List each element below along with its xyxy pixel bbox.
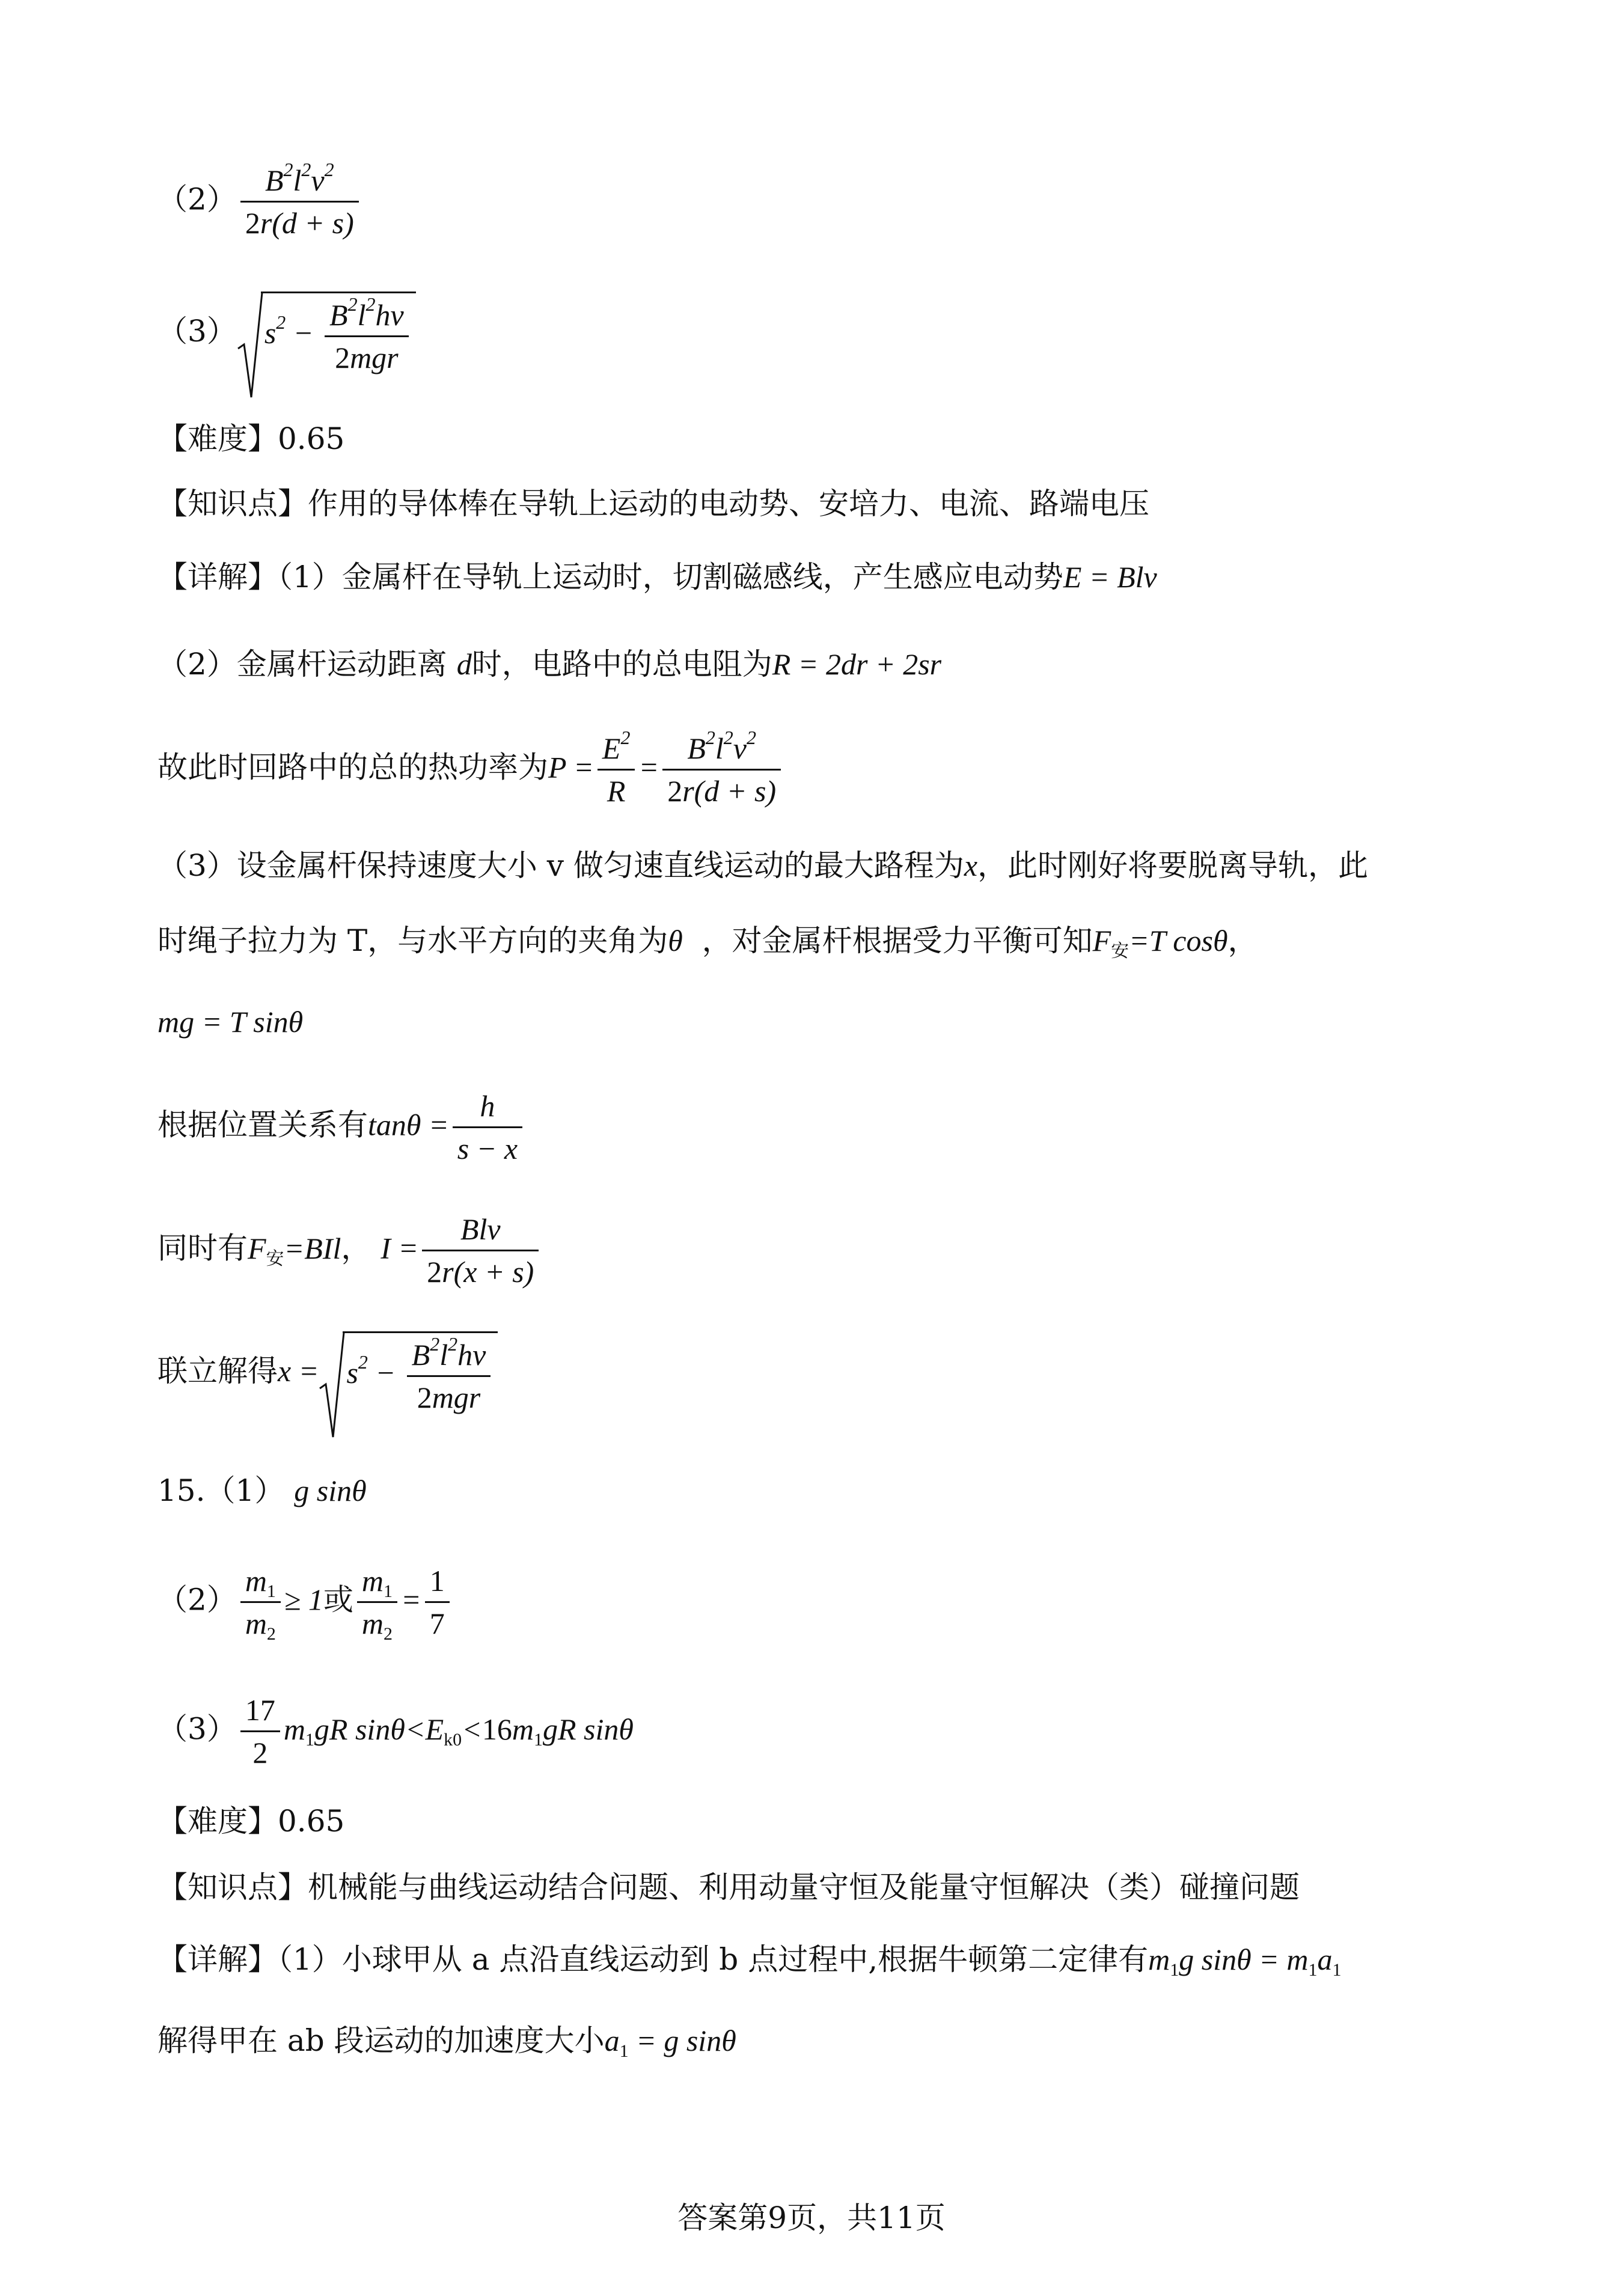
q14-detail-3-line3: mg = T sinθ (157, 1005, 304, 1039)
q15-answer-2: （2） $\frac{m_1}{m_2}$ ≥ 1或 $\frac{m_1}{m_2}$ = $\frac{1}{7}$ (157, 1563, 453, 1641)
q14-answer-3: （3） $s^2$ − $\frac{B^2l^2hv}{\text{2mgr}}$ (157, 292, 416, 376)
q14-detail-3-line1: （3）设金属杆保持速度大小 v 做匀速直线运动的最大路程为x，此时刚好将要脱离导轨，此 (157, 848, 1369, 883)
q15-detail-2: 解得甲在 ab 段运动的加速度大小$a_1 = g$ sinθ (157, 2023, 736, 2061)
page-footer: 答案第9页，共11页 (677, 2200, 946, 2235)
q14-detail-1: 【详解】（1）金属杆在导轨上运动时，切割磁感线，产生感应电动势E = Blv (157, 560, 1157, 594)
q14-detail-3-line2: 时绳子拉力为 T，与水平方向的夹角为θ ，对金属杆根据受力平衡可知$F_安=T$ cosθ， (157, 923, 1258, 961)
q14-also-relation: 同时有$F_安=BIl$， I = $\frac{\text{Blv}}{2r(x + s)}$ (157, 1211, 542, 1290)
q14-position-relation: 根据位置关系有tanθ = $\frac{h}{s - x}$ (157, 1088, 526, 1167)
sqrt-expression: $s^2$ − $\frac{B^2l^2hv}{\text{2mgr}}$ (319, 1331, 498, 1415)
q15-difficulty: 【难度】0.65 (157, 1804, 345, 1839)
sqrt-expression: $s^2$ − $\frac{B^2l^2hv}{\text{2mgr}}$ (237, 292, 416, 376)
q15-knowledge-points: 【知识点】机械能与曲线运动结合问题、利用动量守恒及能量守恒解决（类）碰撞问题 (157, 1870, 1300, 1905)
q15-detail-1: 【详解】（1）小球甲从 a 点沿直线运动到 b 点过程中,根据牛顿第二定律有$m_1g$ $\sin\theta = m_1a_1$ (157, 1942, 1342, 1980)
q15-answer-1: 15.（1） g sinθ (157, 1473, 367, 1508)
fraction: $\frac{B^2l^2v^2}{2r(d + s)}$ (240, 162, 359, 241)
q14-knowledge-points: 【知识点】作用的导体棒在导轨上运动的电动势、安培力、电流、路端电压 (157, 486, 1149, 521)
q14-heat-power: 故此时回路中的总的热功率为P = $\frac{E^2}{R}$ = $\frac{B^2l^2v^2}{2r(d + s)}$ (157, 730, 784, 809)
q15-answer-3: （3） $\frac{17}{2}$ $m_1gR$ $\sin\theta<E_{k0}<16m_1gR$ sinθ (157, 1693, 634, 1769)
q14-solve: 联立解得x = $s^2$ − $\frac{B^2l^2hv}{\text{2mgr}}$ (157, 1331, 498, 1415)
q14-answer-2: （2） $\frac{B^2l^2v^2}{2r(d + s)}$ (157, 162, 362, 241)
q14-detail-2: （2）金属杆运动距离 d时，电路中的总电阻为R = 2dr + 2sr (157, 647, 942, 682)
q14-difficulty: 【难度】0.65 (157, 421, 345, 456)
